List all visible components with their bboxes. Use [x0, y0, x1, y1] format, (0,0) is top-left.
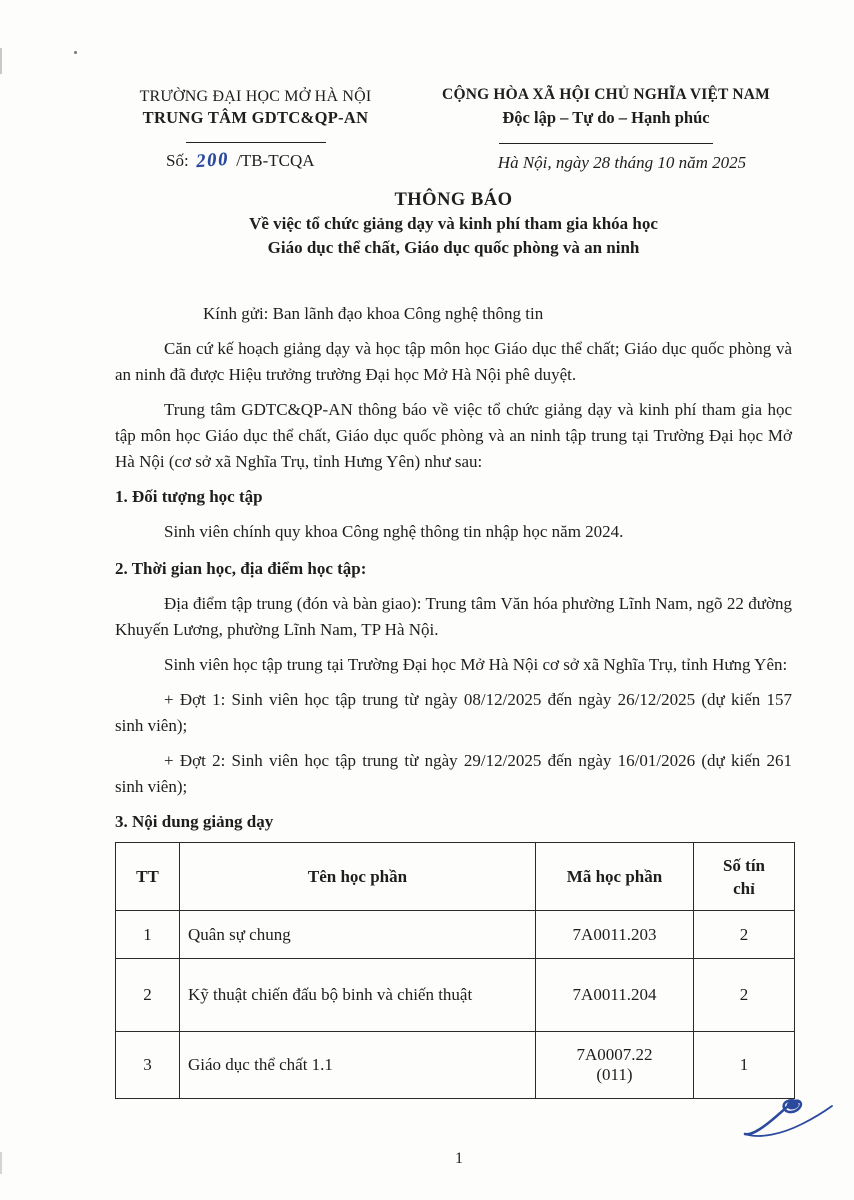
table-header-tt: TT [116, 843, 180, 911]
national-header-block [420, 84, 792, 151]
cell-tt: 3 [116, 1032, 180, 1099]
section2-paragraph-location: Địa điểm tập trung (đón và bàn giao): Trung tâm Văn hóa phường Lĩnh Nam, ngõ 22 đường Khuyến Lương, phường Lĩnh Nam, TP Hà Nội. [115, 594, 792, 639]
paragraph-announcement: Trung tâm GDTC&QP-AN thông báo về việc tổ chức giảng dạy và kinh phí tham gia học tập môn học Giáo dục thể chất, Giáo dục quốc phòng và an ninh tập trung tại Trường Đại học Mở Hà Nội (cơ sở xã Nghĩa Trụ, tỉnh Hưng Yên) như sau: [115, 400, 792, 471]
paragraph-basis: Căn cứ kế hoạch giảng dạy và học tập môn học Giáo dục thể chất; Giáo dục quốc phòng và an ninh đã được Hiệu trưởng trường Đại học Mở Hà Nội phê duyệt. [115, 339, 792, 384]
page-number: 1 [455, 1150, 463, 1167]
org-department: TRUNG TÂM GDTC&QP-AN [142, 108, 369, 127]
document-number-line [166, 150, 315, 172]
cell-course-code: 7A0007.22 (011) [536, 1032, 694, 1099]
cell-course-name: Giáo dục thể chất 1.1 [180, 1032, 536, 1099]
cell-course-name: Quân sự chung [180, 911, 536, 959]
document-subtitle-line2: Giáo dục thể chất, Giáo dục quốc phòng và an ninh [267, 237, 640, 257]
table-row [116, 959, 795, 1032]
recipient-line: Kính gửi: Ban lãnh đạo khoa Công nghệ thông tin [203, 304, 544, 323]
table-header-ma: Mã học phần [536, 843, 694, 911]
cell-credits: 2 [694, 959, 795, 1032]
signature-icon [742, 1096, 834, 1142]
table-row [116, 911, 795, 959]
cell-course-name: Kỹ thuật chiến đấu bộ binh và chiến thuật [180, 959, 536, 1032]
ref-number-handwritten: 200 [194, 148, 231, 173]
section2-paragraph-batch1: + Đợt 1: Sinh viên học tập trung từ ngày 08/12/2025 đến ngày 26/12/2025 (dự kiến 157 sinh viên); [115, 690, 792, 735]
document-subtitle-line1: Về việc tổ chức giảng dạy và kinh phí tham gia khóa học [249, 214, 658, 233]
cell-tt: 1 [116, 911, 180, 959]
section2-paragraph-batch2: + Đợt 2: Sinh viên học tập trung từ ngày 29/12/2025 đến ngày 16/01/2026 (dự kiến 261 sinh viên); [115, 751, 792, 796]
scan-artifact-dot [74, 51, 77, 54]
national-title: CỘNG HÒA XÃ HỘI CHỦ NGHĨA VIỆT NAM [442, 86, 770, 103]
ref-label: Số: [166, 151, 189, 170]
section3-heading: 3. Nội dung giảng dạy [115, 812, 274, 831]
table-row [116, 1032, 795, 1099]
place-date-line: Hà Nội, ngày 28 tháng 10 năm 2025 [497, 153, 747, 172]
motto-underline [499, 143, 713, 144]
section2-heading: 2. Thời gian học, địa điểm học tập: [115, 559, 367, 578]
cell-course-code: 7A0011.203 [536, 911, 694, 959]
document-title: THÔNG BÁO [394, 190, 513, 210]
ref-suffix: /TB-TCQA [236, 151, 315, 170]
org-name: TRƯỜNG ĐẠI HỌC MỞ HÀ NỘI [139, 88, 372, 105]
document-body [115, 188, 792, 1099]
cell-tt: 2 [116, 959, 180, 1032]
course-table [115, 842, 795, 1099]
section1-heading: 1. Đối tượng học tập [115, 487, 263, 506]
scan-artifact-edge [0, 1152, 2, 1174]
national-motto: Độc lập – Tự do – Hạnh phúc [502, 108, 710, 127]
org-underline [186, 142, 326, 143]
section1-body: Sinh viên chính quy khoa Công nghệ thông tin nhập học năm 2024. [164, 522, 624, 541]
table-header-row [116, 843, 795, 911]
section2-paragraph-campus: Sinh viên học tập trung tại Trường Đại học Mở Hà Nội cơ sở xã Nghĩa Trụ, tỉnh Hưng Yên: [164, 655, 788, 674]
issuing-org-block [118, 86, 393, 149]
scan-artifact-edge [0, 48, 2, 74]
table-header-ten: Tên học phần [180, 843, 536, 911]
cell-credits: 2 [694, 911, 795, 959]
cell-course-code: 7A0011.204 [536, 959, 694, 1032]
cell-credits: 1 [694, 1032, 795, 1099]
table-header-tc: Số tín chỉ [694, 843, 795, 911]
